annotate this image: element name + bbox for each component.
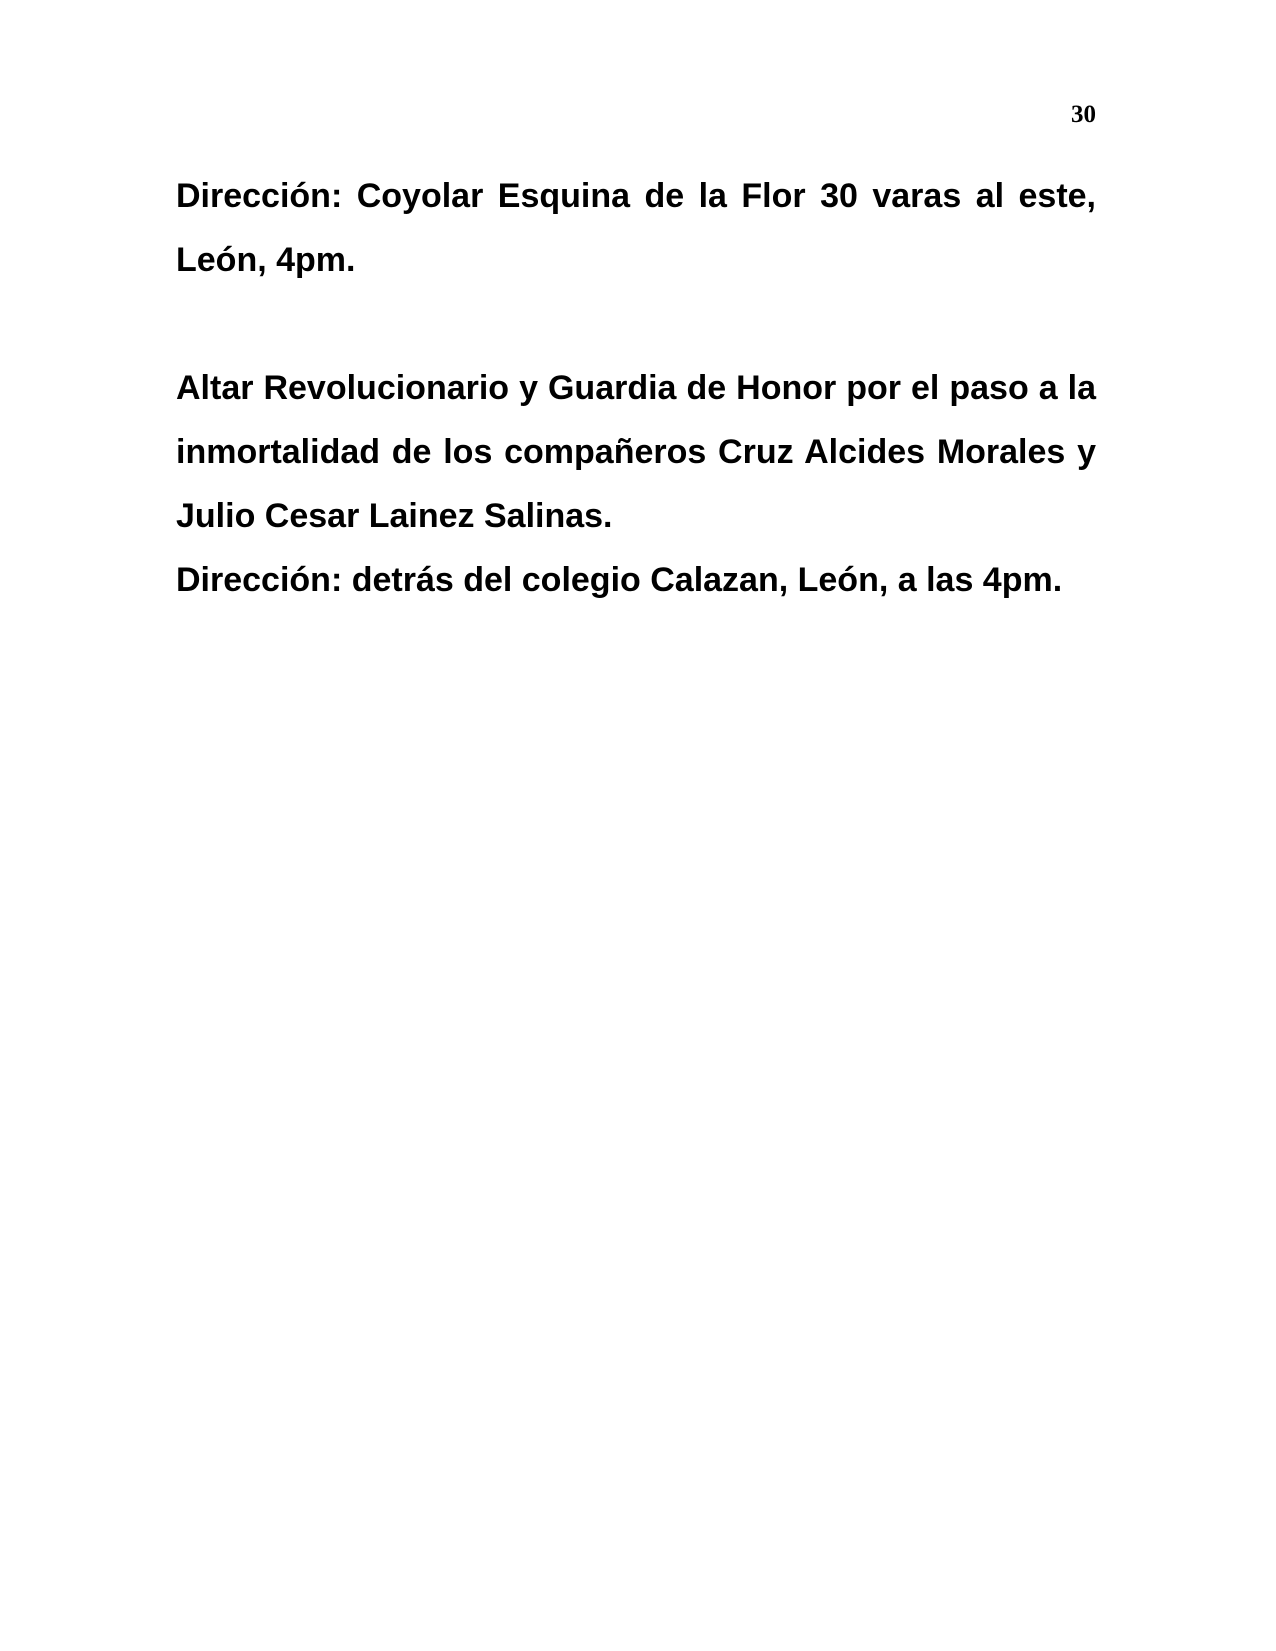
paragraph-altar-revolucionario: Altar Revolucionario y Guardia de Honor por el paso a la inmortalidad de los compañeros Cruz Alcides Morales y Julio Cesar Lainez Salinas.	[176, 369, 1096, 535]
page-number: 30	[1071, 101, 1096, 128]
paragraph-address-calazan: Dirección: detrás del colegio Calazan, León, a las 4pm.	[176, 561, 1063, 599]
paragraph-spacer	[176, 292, 1096, 356]
document-body	[176, 164, 1096, 612]
paragraph-address-coyolar: Dirección: Coyolar Esquina de la Flor 30 varas al este, León, 4pm.	[176, 177, 1096, 279]
